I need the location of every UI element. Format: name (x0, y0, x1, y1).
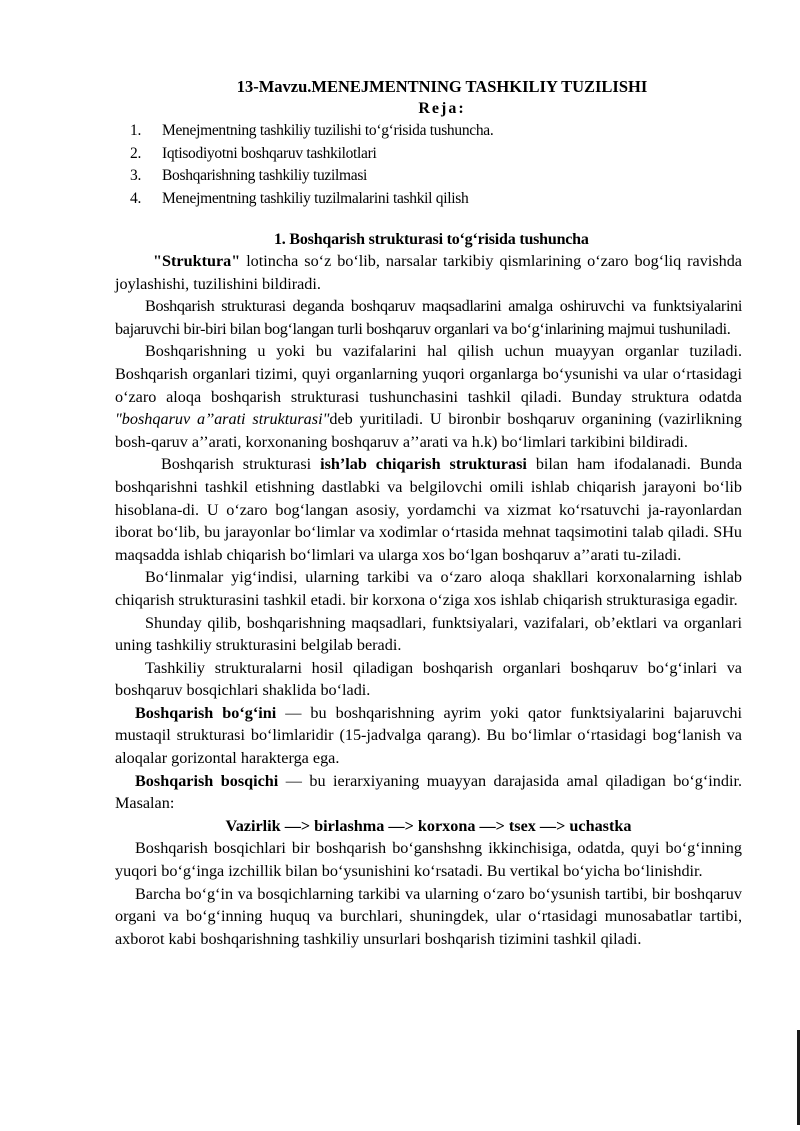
paragraph-management-level (115, 770, 742, 815)
term-struktura: "Struktura" (153, 252, 241, 270)
paragraph-divisions: Bo‘linmalar yig‘indisi, ularning tarkibi va o‘zaro aloqa shakllari korxonalarning ishlab chiqarish strukturasini tashkil etadi. bir korxona o‘ziga xos ishlab chiqarish strukturasiga egadir. (115, 568, 742, 609)
plan-item-number: 1. (130, 122, 142, 139)
plan-item (130, 165, 493, 188)
paragraph-organs (115, 340, 742, 453)
paragraph-organs-forms: Tashkiliy strukturalarni hosil qiladigan boshqarish organlari boshqaruv bo‘g‘inlari va boshqaruv bosqichlari shaklida bo‘ladi. (115, 658, 742, 700)
term-apparatus-structure: "boshqaruv a’’arati strukturasi" (115, 410, 330, 429)
paragraph-text: — bu boshqarishning ayrim yoki qator funktsiyalarini bajaruvchi mustaqil strukturasi bo‘limlaridir (15-jadvalga qarang). Bu bo‘limlar o‘rtasidagi bog‘lanish va aloqalar gorizontal harakterga ega. (115, 703, 743, 768)
paragraph-production-structure (115, 453, 742, 566)
plan-item-text: Menejmentning tashkiliy tuzilmalarini tashkil qilish (162, 189, 469, 207)
plan-item-text: Boshqarishning tashkiliy tuzilmasi (162, 167, 368, 184)
term-production-structure: ish’lab chiqarish strukturasi (320, 455, 527, 474)
document-title-text: 13-Mavzu.MENEJMENTNING TASHKILIY TUZILISHI (236, 77, 648, 96)
plan-item-number: 4. (130, 189, 142, 207)
plan-item (130, 120, 493, 143)
document-title (0, 76, 800, 98)
paragraph-levels-subordination: Boshqarish bosqichlari bir boshqarish bo‘ganshshng ikkinchisiga, odatda, quyi bo‘g‘inning yuqori bo‘g‘inga izchillik bilan bo‘ysunishini ko‘rsatadi. Bu vertikal bo‘yicha bo‘linishdir. (115, 839, 742, 881)
paragraph-definition: Boshqarish strukturasi deganda boshqaruv maqsadlarini amalga oshiruvchi va funktsiyalarini bajaruvchi bir-biri bilan bog‘langan turli boshqaruv organlari va bo‘g‘inlarining majmui tushuniladi. (115, 297, 742, 338)
paragraph-struktura (115, 250, 742, 295)
hierarchy-chain: Vazirlik —> birlashma —> korxona —> tsex —> uchastka (225, 816, 632, 835)
plan-item (130, 188, 493, 211)
paragraph-text: Boshqarishning u yoki bu vazifalarini hal qilish uchun muayyan organlar tuziladi. Boshqarish organlari tizimi, quyi organlarning yuqori organlarga bo‘ysunishi va ular o‘rtasidagi o‘zaro aloqa boshqarish strukturasi tushunchasini tashkil qiladi. Bunday struktura odatda (115, 342, 742, 406)
paragraph-text: Boshqarish strukturasi (161, 455, 321, 474)
term-management-level: Boshqarish bosqichi (135, 771, 279, 790)
paragraph-text: — bu ierarxiyaning muayyan darajasida amal qiladigan bo‘g‘indir. Masalan: (115, 771, 742, 813)
plan-list (130, 120, 493, 210)
document-body (115, 250, 742, 950)
paragraph-summary: Shunday qilib, boshqarishning maqsadlari, funktsiyalari, vazifalari, ob’ektlari va organlari uning tashkiliy strukturasini belgilab beradi. (115, 613, 742, 655)
term-management-link: Boshqarish bo‘g‘ini (135, 703, 277, 722)
plan-heading-text: Reja: (418, 100, 466, 117)
plan-item-text: Menejmentning tashkiliy tuzilishi to‘g‘risida tushuncha. (162, 122, 494, 139)
plan-item-text: Iqtisodiyotni boshqaruv tashkilotlari (162, 144, 377, 162)
paragraph-system-elements: Barcha bo‘g‘in va bosqichlarning tarkibi va ularning o‘zaro bo‘ysunish tartibi, bir boshqaruv organi va bo‘g‘inning huquq va burchlari, shuningdek, ular o‘rtasidagi munosabatlar tartibi, axborot kabi boshqarishning tashkiliy unsurlari boshqarish tizimini tashkil qiladi. (115, 884, 742, 948)
paragraph-text: lotincha so‘z bo‘lib, narsalar tarkibiy qismlarining o‘zaro bog‘liq ravishda joylashishi, tuzilishini bildiradi. (115, 252, 742, 293)
plan-item-number: 2. (130, 144, 142, 162)
section-heading: 1. Boshqarish strukturasi to‘g‘risida tushuncha (274, 231, 589, 248)
plan-heading (0, 98, 800, 120)
paragraph-text: bilan ham ifodalanadi. Bunda boshqarishni tashkil etishning dastlabki va belgilovchi omili ishlab chiqarish jarayoni bo‘lib hisoblana-di. U o‘zaro bog‘langan asosiy, yordamchi va xizmat ko‘rsatuvchi ja-rayonlardan iborat bo‘lib, bu jarayonlar bo‘limlar va xodimlar o‘rtasida mehnat taqsimotini talab qiladi. SHu maqsadda ishlab chiqarish bo‘limlari va ularga xos bo‘lgan boshqaruv a’’arati tu-ziladi. (115, 455, 743, 564)
plan-item-number: 3. (130, 167, 142, 184)
paragraph-management-link (115, 702, 742, 770)
plan-item (130, 143, 493, 166)
paragraph-text: deb yuritiladi. U bironbir boshqaruv organining (vazirlikning bosh-qaruv a’’arati, korxonaning boshqaruv a’’arati va h.k) bo‘limlari tarkibini bildiradi. (115, 410, 742, 451)
